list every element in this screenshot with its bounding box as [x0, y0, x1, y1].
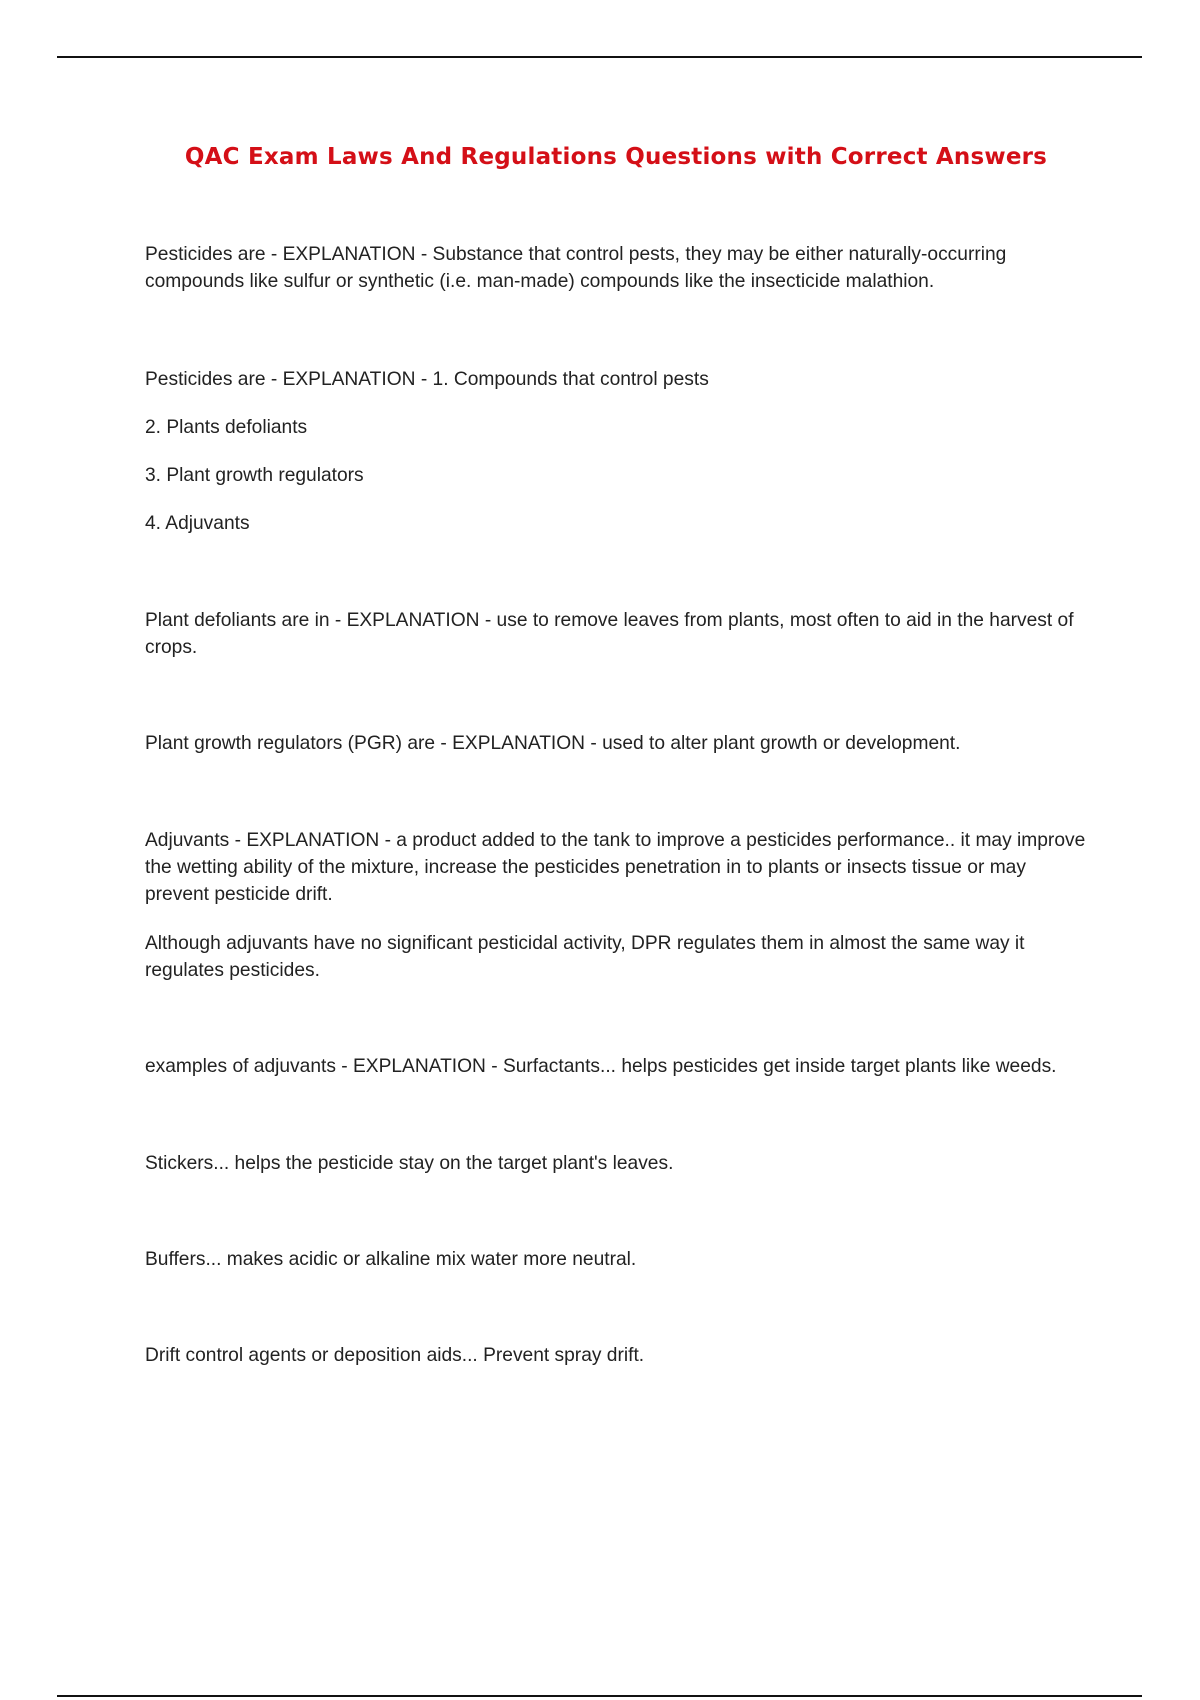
paragraph-pesticides-list-4: 4. Adjuvants — [145, 513, 250, 534]
top-rule — [57, 56, 1142, 58]
paragraph-drift-control: Drift control agents or deposition aids... Prevent spray drift. — [145, 1345, 645, 1366]
paragraph-defoliants: Plant defoliants are in - EXPLANATION - use to remove leaves from plants, most often to aid in the harvest of crops. — [145, 610, 1074, 658]
paragraph-pgr: Plant growth regulators (PGR) are - EXPLANATION - used to alter plant growth or development. — [145, 733, 961, 754]
paragraph-adjuvant-examples: examples of adjuvants - EXPLANATION - Surfactants... helps pesticides get inside target plants like weeds. — [145, 1056, 1057, 1077]
document-title: QAC Exam Laws And Regulations Questions with Correct Answers — [184, 144, 1048, 170]
paragraph-pesticides-list-3: 3. Plant growth regulators — [145, 465, 364, 486]
paragraph-stickers: Stickers... helps the pesticide stay on the target plant's leaves. — [145, 1153, 674, 1174]
paragraph-pesticides-list-1: Pesticides are - EXPLANATION - 1. Compounds that control pests — [145, 369, 709, 390]
paragraph-pesticides-definition: Pesticides are - EXPLANATION - Substance that control pests, they may be either naturally-occurring compounds like sulfur or synthetic (i.e. man-made) compounds like the insecticide malathion. — [145, 244, 1007, 292]
paragraph-adjuvants-regulation: Although adjuvants have no significant pesticidal activity, DPR regulates them in almost the same way it regulates pesticides. — [145, 933, 1025, 981]
paragraph-adjuvants: Adjuvants - EXPLANATION - a product added to the tank to improve a pesticides performance.. it may improve the wetting ability of the mixture, increase the pesticides penetration in to plants or insects tissue or may prevent pesticide drift. — [145, 830, 1086, 905]
paragraph-pesticides-list-2: 2. Plants defoliants — [145, 417, 308, 438]
bottom-rule — [57, 1695, 1142, 1697]
paragraph-buffers: Buffers... makes acidic or alkaline mix water more neutral. — [145, 1249, 637, 1270]
